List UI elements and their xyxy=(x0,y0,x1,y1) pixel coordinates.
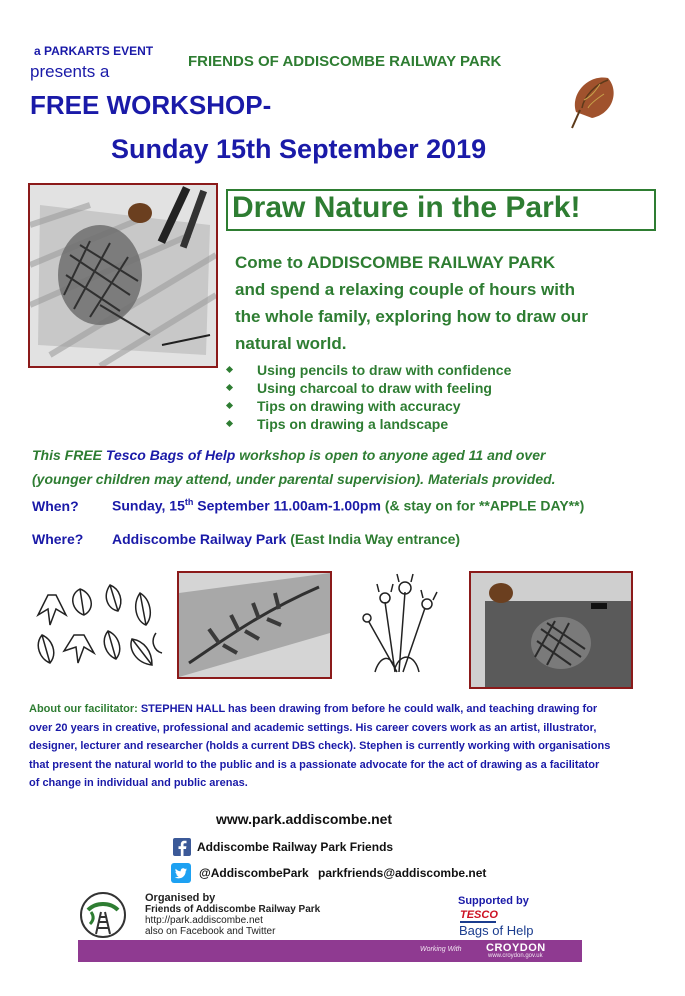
working-with: Working With xyxy=(420,946,462,953)
croydon-url: www.croydon.gov.uk xyxy=(488,953,543,959)
charcoal-wheat-photo xyxy=(177,571,332,679)
supported-by: Supported by xyxy=(458,895,529,907)
workshop-heading: FREE WORKSHOP- xyxy=(30,90,272,120)
intro-line: the whole family, exploring how to draw our xyxy=(235,307,588,326)
intro-line: natural world. xyxy=(235,334,347,353)
organisation-name: FRIENDS OF ADDISCOMBE RAILWAY PARK xyxy=(188,53,502,70)
bullet-icon xyxy=(226,420,233,427)
website-link[interactable]: www.park.addiscombe.net xyxy=(216,811,393,827)
page-title: Draw Nature in the Park! xyxy=(232,191,581,224)
list-item: Tips on drawing with accuracy xyxy=(225,397,511,415)
tesco-bags-of-help: Tesco Bags of Help xyxy=(105,447,236,463)
about-facilitator: About our facilitator: STEPHEN HALL has been drawing from before he could walk, and teaching drawing for over 20 years in creative, professional and academic settings. His career covers work as an artist, illustrator, designer, lecturer and researcher (holds a current DBS check). Stephen is currently working with organisations that present the natural world to the public and is a passionate advocate for the act of drawing as a facilitator of change in individual and public arenas. xyxy=(29,703,611,789)
intro-line: and spend a relaxing couple of hours with xyxy=(235,280,576,299)
when-label: When? xyxy=(32,497,79,514)
list-item: Tips on drawing a landscape xyxy=(225,415,511,433)
facebook-icon[interactable] xyxy=(173,838,191,856)
event-line: a PARKARTS EVENT xyxy=(34,44,154,58)
charcoal-pinecone-photo xyxy=(469,571,633,689)
croydon-logo: CROYDON xyxy=(486,942,546,954)
email-link[interactable]: parkfriends@addiscombe.net xyxy=(318,866,487,880)
bullet-icon xyxy=(226,384,233,391)
free-workshop-text: This FREE Tesco Bags of Help workshop is open to anyone aged 11 and over (younger children may attend, under parental supervision). Materials provided. xyxy=(32,447,556,487)
skills-list xyxy=(225,361,511,433)
tesco-logo: TESCO xyxy=(460,909,498,921)
list-item: Using pencils to draw with confidence xyxy=(225,361,511,379)
railway-logo-icon xyxy=(80,892,126,938)
organised-by-block: Organised by Friends of Addiscombe Railway Park http://park.addiscombe.net also on Facebook and Twitter xyxy=(145,892,321,937)
where-label: Where? xyxy=(32,531,84,547)
where-row: Where? Addiscombe Railway Park (East India Way entrance) xyxy=(32,531,461,547)
presents-line: presents a xyxy=(30,62,110,81)
when-row: When? Sunday, 15th September 11.00am-1.00pm (& stay on for **APPLE DAY**) xyxy=(32,497,585,514)
leaf-icon xyxy=(568,68,622,138)
facebook-link[interactable]: Addiscombe Railway Park Friends xyxy=(197,840,394,854)
about-label: About our facilitator: xyxy=(29,703,138,715)
bullet-icon xyxy=(226,366,233,373)
list-item: Using charcoal to draw with feeling xyxy=(225,379,511,397)
twitter-handle[interactable]: @AddiscombePark xyxy=(199,866,309,880)
event-date: Sunday 15th September 2019 xyxy=(111,134,487,164)
twitter-icon[interactable] xyxy=(171,863,191,883)
intro-line: Come to ADDISCOMBE RAILWAY PARK xyxy=(235,253,556,272)
leaves-drawing xyxy=(28,575,168,675)
flowers-drawing xyxy=(355,572,455,682)
bags-of-help-logo: Bags of Help xyxy=(459,923,534,938)
charcoal-cone-photo xyxy=(28,183,218,368)
intro-text xyxy=(235,249,588,357)
bullet-icon xyxy=(226,402,233,409)
apple-day: (& stay on for **APPLE DAY**) xyxy=(384,497,585,514)
